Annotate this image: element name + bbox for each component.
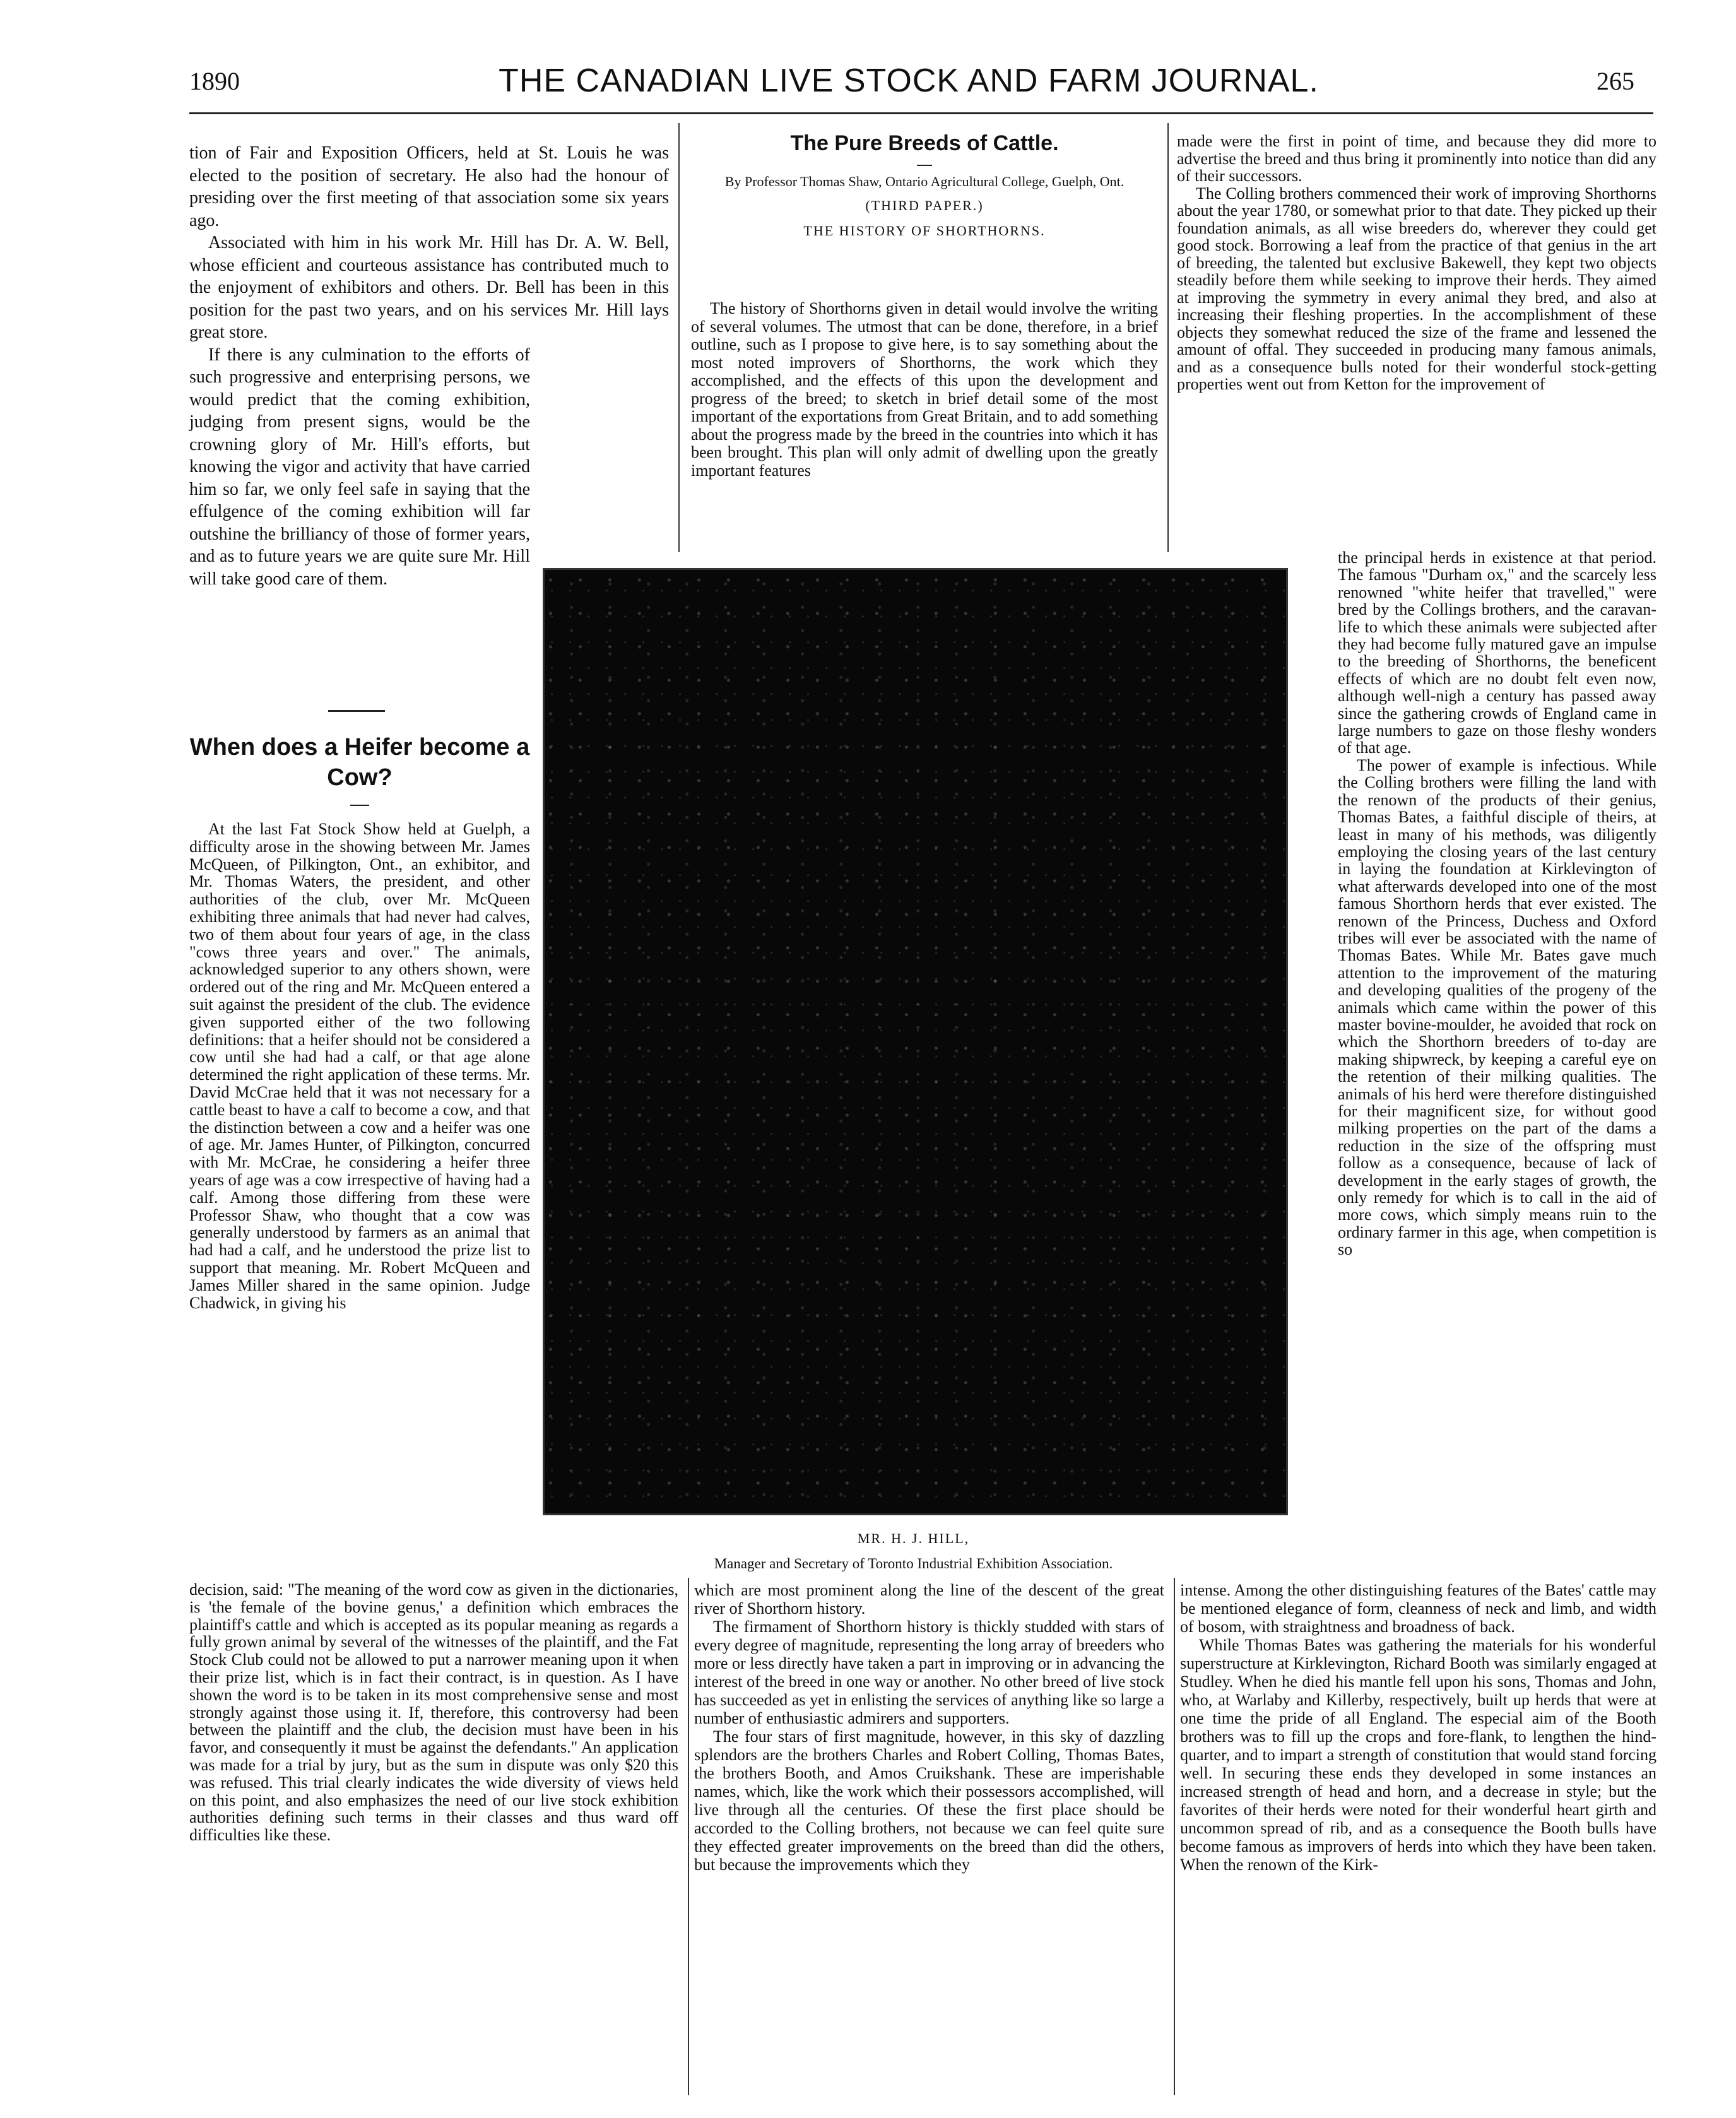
shorthorn-para: which are most prominent along the line of the descent of the great river of Shorthorn history.: [694, 1581, 1164, 1618]
shorthorn-para: the principal herds in existence at that period. The famous "Durham ox," and the scarcely less renowned "white heifer that travelled," were bred by the Collings brothers, and the caravan-life to which these animals were subjected after they had become fully matured gave an impulse to the breeding of Shorthorns, the beneficent effects of which are no doubt felt even now, although well-nigh a century has passed away since the gathering crowds of England came in large numbers to gaze on those fleshy wonders of that age.: [1338, 548, 1656, 757]
shorthorn-para: made were the first in point of time, and because they did more to advertise the breed and thus bring it prominently into notice than did any of their successors.: [1177, 132, 1656, 185]
column-rule-4: [1174, 1578, 1175, 2095]
portrait-caption-name: MR. H. J. HILL,: [857, 1530, 970, 1546]
column-rule-2: [1167, 123, 1169, 552]
shorthorn-col3-top: [1177, 133, 1656, 393]
journal-title: THE CANADIAN LIVE STOCK AND FARM JOURNAL.: [499, 62, 1319, 99]
title-dash: [350, 805, 369, 806]
heifer-para: decision, said: "The meaning of the word cow as given in the dictionaries, is 'the female of the bovine genus,' a definition which embraces the plaintiff's cattle and which is accepted as its popular meaning as regards a fully grown animal by several of the witnesses of the plaintiff, and the Fat Stock Club could not be allowed to put a narrower meaning upon it when their prize list, which is in fact their contract, is in question. As I have shown the word is to be taken in its most comprehensive sense and most strongly against those using it. If, therefore, this controversy had been between the plaintiff and the club, the decision must have been in his favor, and consequently it must be against the defendants." An application was made for a trial by jury, but as the sum in dispute was only $20 this was refused. This trial clearly indicates the wide diversity of views held on this point, and also emphasizes the need of our live stock exhibition authorities defining such terms in their classes and thus ward off difficulties like these.: [189, 1580, 678, 1845]
shorthorn-col3-bottom: [1180, 1581, 1656, 1874]
heifer-article-body-cont: [189, 1581, 678, 1844]
heifer-article-body: [189, 820, 530, 1311]
heifer-para: At the last Fat Stock Show held at Guelph, a difficulty arose in the showing between Mr. James McQueen, of Pilkington, Ont., an exhibitor, and Mr. Thomas Waters, the president, and other authorities of the club, over Mr. McQueen exhibiting three animals that had never had calves, two of them about four years of age, in the class "cows three years and over." The animals, acknowledged superior to any others shown, were ordered out of the ring and Mr. McQueen entered a suit against the president of the club. The evidence given supported either of the two following definitions: that a heifer should not be considered a cow until she had had a calf, or that age alone determined the right application of these terms. Mr. David McCrae held that it was not necessary for a cattle beast to have a calf to become a cow, and that the distinction between a cow and a heifer was one of age. Mr. James Hunter, of Pilkington, concurred with Mr. McCrae, he considering a heifer three years of age was a cow irrespective of having had a calf. Among those differing from these were Professor Shaw, who thought that a cow was generally understood by farmers as an animal that had had a calf, and he understood the prize list to support that meaning. Mr. Robert McQueen and James Miller shared in the same opinion. Judge Chadwick, in giving his: [189, 820, 530, 1312]
column-1-top: [189, 142, 669, 590]
shorthorn-para: The four stars of first magnitude, however, in this sky of dazzling splendors are the brothers Charles and Robert Colling, Thomas Bates, the brothers Booth, and Amos Cruikshank. These are imperishable names, which, like the work which their possessors accomplished, will live through all the centuries. Of these the first place should be accorded to the Colling brothers, not because we can feel quite sure they effected greater improvements on the breed than did the others, but because the improvements which they: [694, 1727, 1164, 1874]
byline: By Professor Thomas Shaw, Ontario Agricultural College, Guelph, Ont.: [724, 174, 1125, 189]
portrait-photo: [543, 568, 1288, 1515]
section-rule: [328, 710, 385, 712]
shorthorn-col3-narrow: [1338, 549, 1656, 1258]
column-rule-3: [688, 1578, 689, 2095]
paper-number: (THIRD PAPER.): [865, 198, 984, 213]
shorthorn-para: While Thomas Bates was gathering the materials for his wonderful superstructure at Kirklevington, Richard Booth was similarly engaged at Studley. When he died his mantle fell upon his sons, Thomas and John, who, at Warlaby and Killerby, respectively, built up herds that were at one time the pride of all England. The especial aim of the Booth brothers was to fill up the crops and fore-flank, to lengthen the hind-quarter, and to impart a strength of constitution that would stand forcing well. In securing these ends they developed in some instances an increased strength of head and horn, and a decrease in style; but the favorites of their herds were noted for their wonderful heart girth and uncommon spread of rib, and as a consequence the Booth bulls have become famous as improvers of herds into which they have been taken. When the renown of the Kirk-: [1180, 1636, 1656, 1874]
col1-para: tion of Fair and Exposition Officers, held at St. Louis he was elected to the position of secretary. He also had the honour of presiding over the first meeting of that association some six years ago.: [189, 143, 669, 230]
column-rule-1: [678, 123, 680, 552]
heifer-article-title: When does a Heifer become a Cow?: [189, 734, 530, 791]
portrait-caption-title: Manager and Secretary of Toronto Industrial Exhibition Association.: [714, 1556, 1113, 1571]
shorthorn-para: The power of example is infectious. While the Colling brothers were filling the land with the renown of the products of their genius, Thomas Bates, a faithful disciple of theirs, at least in many of his methods, was diligently employing the closing years of the last century in laying the foundation at Kirklevington of what afterwards developed into one of the most famous Shorthorn herds that ever existed. The renown of the Princess, Duchess and Oxford tribes will ever be associated with the name of Thomas Bates. While Mr. Bates gave much attention to the improvement of the maturing and developing qualities of the progeny of the animals which came within the power of this master bovine-moulder, he avoided that rock on which the Shorthorn breeders of to-day are making shipwreck, by keeping a careful eye on the retention of their milking qualities. The animals of his herd were therefore distinguished for their magnificent size, for without good milking properties on the part of the dams a reduction in the size of the offspring must follow as a consequence, because of lack of development in the early stages of growth, the only remedy for which is to call in the aid of more cows, which simply means ruin to the ordinary farmer in this age, when competition is so: [1338, 755, 1656, 1259]
col1-para: Associated with him in his work Mr. Hill has Dr. A. W. Bell, whose efficient and courteous assistance has contributed much to the enjoyment of exhibitors and others. Dr. Bell has been in this position for the past two years, and on his services Mr. Hill lays great store.: [189, 233, 669, 342]
shorthorn-para: The firmament of Shorthorn history is thickly studded with stars of every degree of magnitude, representing the long array of breeders who more or less directly have taken a part in improving or in advancing the interest of the breed in one way or another. No other breed of live stock has succeeded as yet in enlisting the services of anything like so large a number of enthusiastic admirers and supporters.: [694, 1618, 1164, 1727]
header-rule: [189, 112, 1653, 114]
page-number: 265: [1597, 67, 1634, 95]
shorthorn-col2-top: [691, 300, 1158, 480]
shorthorn-para: The history of Shorthorns given in detail would involve the writing of several volumes. The utmost that can be done, therefore, in a brief outline, such as I propose to give here, is to say something about the most noted improvers of Shorthorns, the work which they accomplished, and the effects of this upon the development and progress of the breed; to sketch in brief detail some of the most important of the exportations from Great Britain, and to add something about the progress made by the breed in the countries into which it has been brought. This plan will only admit of dwelling upon the greatly important features: [691, 299, 1158, 480]
col1-para: If there is any culmination to the efforts of such progressive and enterprising persons, we would predict that the coming exhibition, judging from present signs, would be the crowning glory of Mr. Hill's efforts, but knowing the vigor and activity that have carried him so far, we only feel safe in saying that the effulgence of the coming exhibition will far outshine the brilliancy of those of former years, and as to future years we are quite sure Mr. Hill will take good care of them.: [189, 345, 530, 589]
shorthorn-col2-bottom: [694, 1581, 1164, 1874]
article-subtitle: THE HISTORY OF SHORTHORNS.: [803, 223, 1046, 239]
title-dash: [917, 165, 932, 166]
shorthorn-para: The Colling brothers commenced their work of improving Shorthorns about the year 1780, or somewhat prior to that date. They picked up their foundation animals, as all wise breeders do, wherever they could get good stock. Borrowing a leaf from the practice of that genius in the art of breeding, the talented but exclusive Bakewell, they kept two objects steadily before them while seeking to improve their herds. They aimed at improving the symmetry in every animal they bred, and also at increasing their fleshing properties. In the accomplishment of these objects they somewhat reduced the size of the frame and lessened the amount of offal. They succeeded in producing many famous animals, and as a consequence bulls noted for their wonderful stock-getting properties went out from Ketton for the improvement of: [1177, 184, 1656, 393]
page-year: 1890: [189, 67, 240, 95]
shorthorn-article-title: The Pure Breeds of Cattle.: [790, 131, 1059, 155]
shorthorn-article-header: [691, 129, 1158, 239]
shorthorn-para: intense. Among the other distinguishing features of the Bates' cattle may be mentioned elegance of form, cleanness of neck and limb, and width of bosom, with straightness and broadness of back.: [1180, 1581, 1656, 1636]
